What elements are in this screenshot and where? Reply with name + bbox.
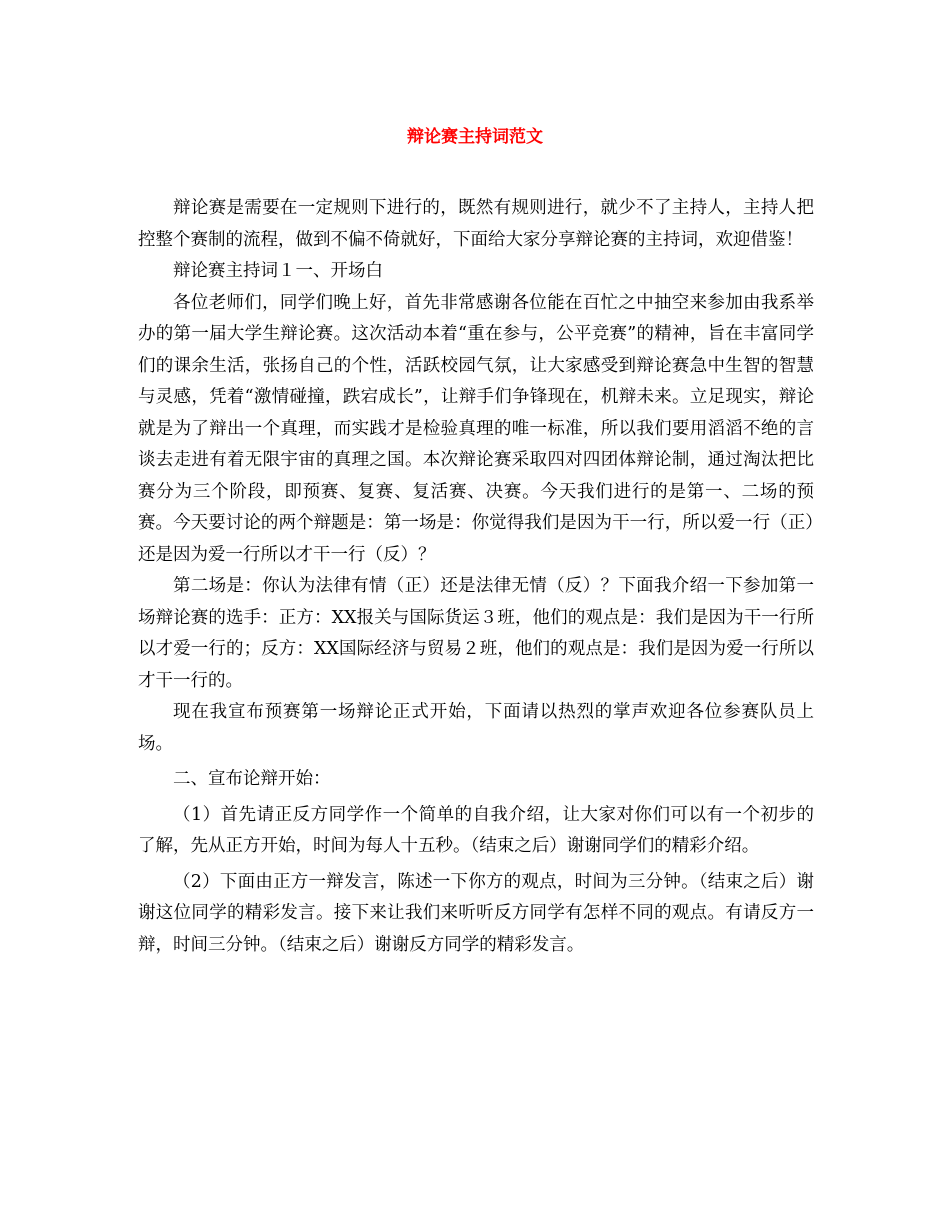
section-heading-opening: 辩论赛主持词１一、开场白 (173, 261, 383, 281)
intro-paragraph: 辩论赛是需要在一定规则下进行的，既然有规则进行，就少不了主持人，主持人把控整个赛制的流程，做到不偏不倚就好，下面给大家分享辩论赛的主持词，欢迎借鉴！ (138, 198, 814, 250)
step-1-paragraph: （1）首先请正反方同学作一个简单的自我介绍，让大家对你们可以有一个初步的了解，先从正方开始，时间为每人十五秒。（结束之后）谢谢同学们的精彩介绍。 (138, 804, 814, 856)
document-body (138, 193, 814, 961)
announce-start-paragraph: 现在我宣布预赛第一场辩论正式开始，下面请以热烈的掌声欢迎各位参赛队员上场。 (138, 702, 814, 754)
section-heading-debate-start: 二、宣布论辩开始： (173, 769, 331, 789)
opening-paragraph: 各位老师们，同学们晚上好，首先非常感谢各位能在百忙之中抽空来参加由我系举办的第一届大学生辩论赛。这次活动本着“重在参与，公平竞赛”的精神，旨在丰富同学们的课余生活，张扬自己的个性，活跃校园气氛，让大家感受到辩论赛急中生智的智慧与灵感，凭着“激情碰撞，跌宕成长”，让辩手们争锋现在，机辩未来。立足现实，辩论就是为了辩出一个真理，而实践才是检验真理的唯一标准，所以我们要用滔滔不绝的言谈去走进有着无限宇宙的真理之国。本次辩论赛采取四对四团体辩论制，通过淘汰把比赛分为三个阶段，即预赛、复赛、复活赛、决赛。今天我们进行的是第一、二场的预赛。今天要讨论的两个辩题是：第一场是：你觉得我们是因为干一行，所以爱一行（正）还是因为爱一行所以才干一行（反）？ (138, 292, 814, 565)
second-match-paragraph: 第二场是：你认为法律有情（正）还是法律无情（反）？下面我介绍一下参加第一场辩论赛的选手：正方：XX报关与国际货运３班，他们的观点是：我们是因为干一行所以才爱一行的；反方：XX国际经济与贸易２班，他们的观点是：我们是因为爱一行所以才干一行的。 (138, 576, 814, 691)
document-title: 辩论赛主持词范文 (407, 127, 543, 147)
step-2-paragraph: （2）下面由正方一辩发言，陈述一下你方的观点，时间为三分钟。（结束之后）谢谢这位同学的精彩发言。接下来让我们来听听反方同学有怎样不同的观点。有请反方一辩，时间三分钟。（结束之后）谢谢反方同学的精彩发言。 (138, 871, 814, 955)
